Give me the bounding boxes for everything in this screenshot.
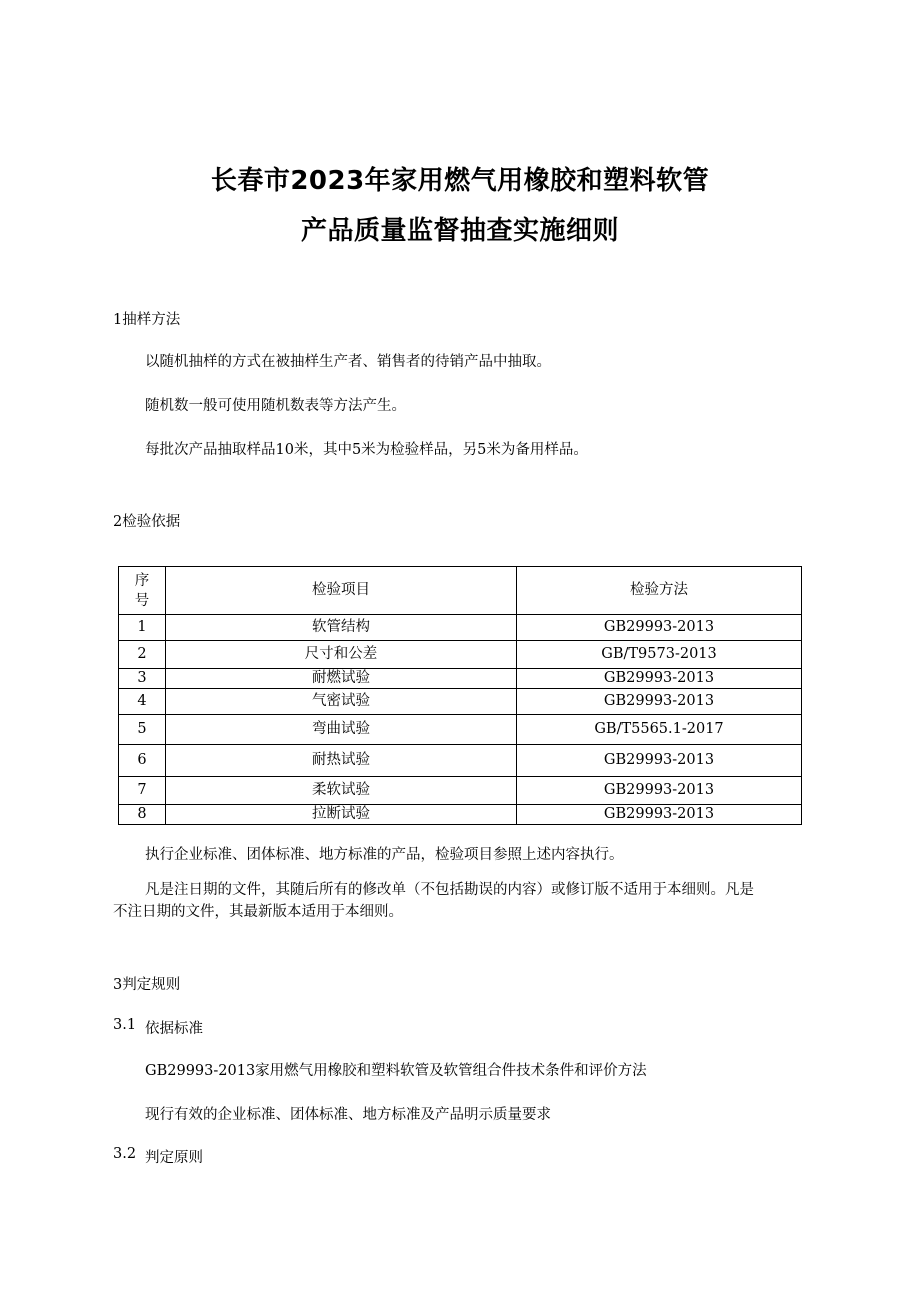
table-row [119,615,802,641]
subsection-3-1-number: 3.1 [113,1017,137,1033]
row-item: 耐热试验 [166,745,517,777]
row-method: GB29993-2013 [517,669,802,689]
row-no: 4 [119,689,166,715]
row-method: GB29993-2013 [517,777,802,805]
document-title-line-2: 产品质量监督抽查实施细则 [300,216,619,246]
row-item: 弯曲试验 [166,715,517,745]
table-row [119,641,802,669]
row-no: 7 [119,777,166,805]
table-row [119,805,802,825]
section-3-heading: 3判定规则 [113,977,181,993]
header-item: 检验项目 [166,567,517,615]
row-no: 8 [119,805,166,825]
section-1-paragraph-1: 以随机抽样的方式在被抽样生产者、销售者的待销产品中抽取。 [145,354,551,370]
section-2-note-2-line-2: 不注日期的文件，其最新版本适用于本细则。 [113,904,403,920]
header-no: 序号 [119,567,166,615]
section-1-heading: 1抽样方法 [113,312,181,328]
subsection-3-2-number: 3.2 [113,1146,137,1162]
header-method: 检验方法 [517,567,802,615]
table-header-row [119,567,802,615]
table-row [119,745,802,777]
row-item: 柔软试验 [166,777,517,805]
row-method: GB/T9573-2013 [517,641,802,669]
row-method: GB29993-2013 [517,805,802,825]
row-no: 1 [119,615,166,641]
row-item: 软管结构 [166,615,517,641]
row-method: GB/T5565.1-2017 [517,715,802,745]
subsection-3-2-label: 判定原则 [145,1150,203,1166]
table-row [119,715,802,745]
section-2-note-2-line-1: 凡是注日期的文件，其随后所有的修改单（不包括勘误的内容）或修订版不适用于本细则。凡是 [145,882,754,898]
row-method: GB29993-2013 [517,745,802,777]
standard-item-2: 现行有效的企业标准、团体标准、地方标准及产品明示质量要求 [145,1107,551,1123]
row-no: 3 [119,669,166,689]
section-1-paragraph-3: 每批次产品抽取样品10米，其中5米为检验样品，另5米为备用样品。 [145,442,588,458]
table-row [119,689,802,715]
row-item: 耐燃试验 [166,669,517,689]
row-item: 气密试验 [166,689,517,715]
table-row [119,669,802,689]
row-method: GB29993-2013 [517,689,802,715]
standard-item-1: GB29993-2013家用燃气用橡胶和塑料软管及软管组合件技术条件和评价方法 [145,1063,647,1079]
document-title-line-1: 长春市2023年家用燃气用橡胶和塑料软管 [210,166,710,196]
row-item: 拉断试验 [166,805,517,825]
section-2-note-1: 执行企业标准、团体标准、地方标准的产品，检验项目参照上述内容执行。 [145,847,624,863]
row-no: 5 [119,715,166,745]
subsection-3-1-label: 依据标准 [145,1021,203,1037]
table-row [119,777,802,805]
row-no: 2 [119,641,166,669]
row-no: 6 [119,745,166,777]
section-1-paragraph-2: 随机数一般可使用随机数表等方法产生。 [145,398,406,414]
inspection-table [118,566,802,825]
row-item: 尺寸和公差 [166,641,517,669]
section-2-heading: 2检验依据 [113,514,181,530]
row-method: GB29993-2013 [517,615,802,641]
